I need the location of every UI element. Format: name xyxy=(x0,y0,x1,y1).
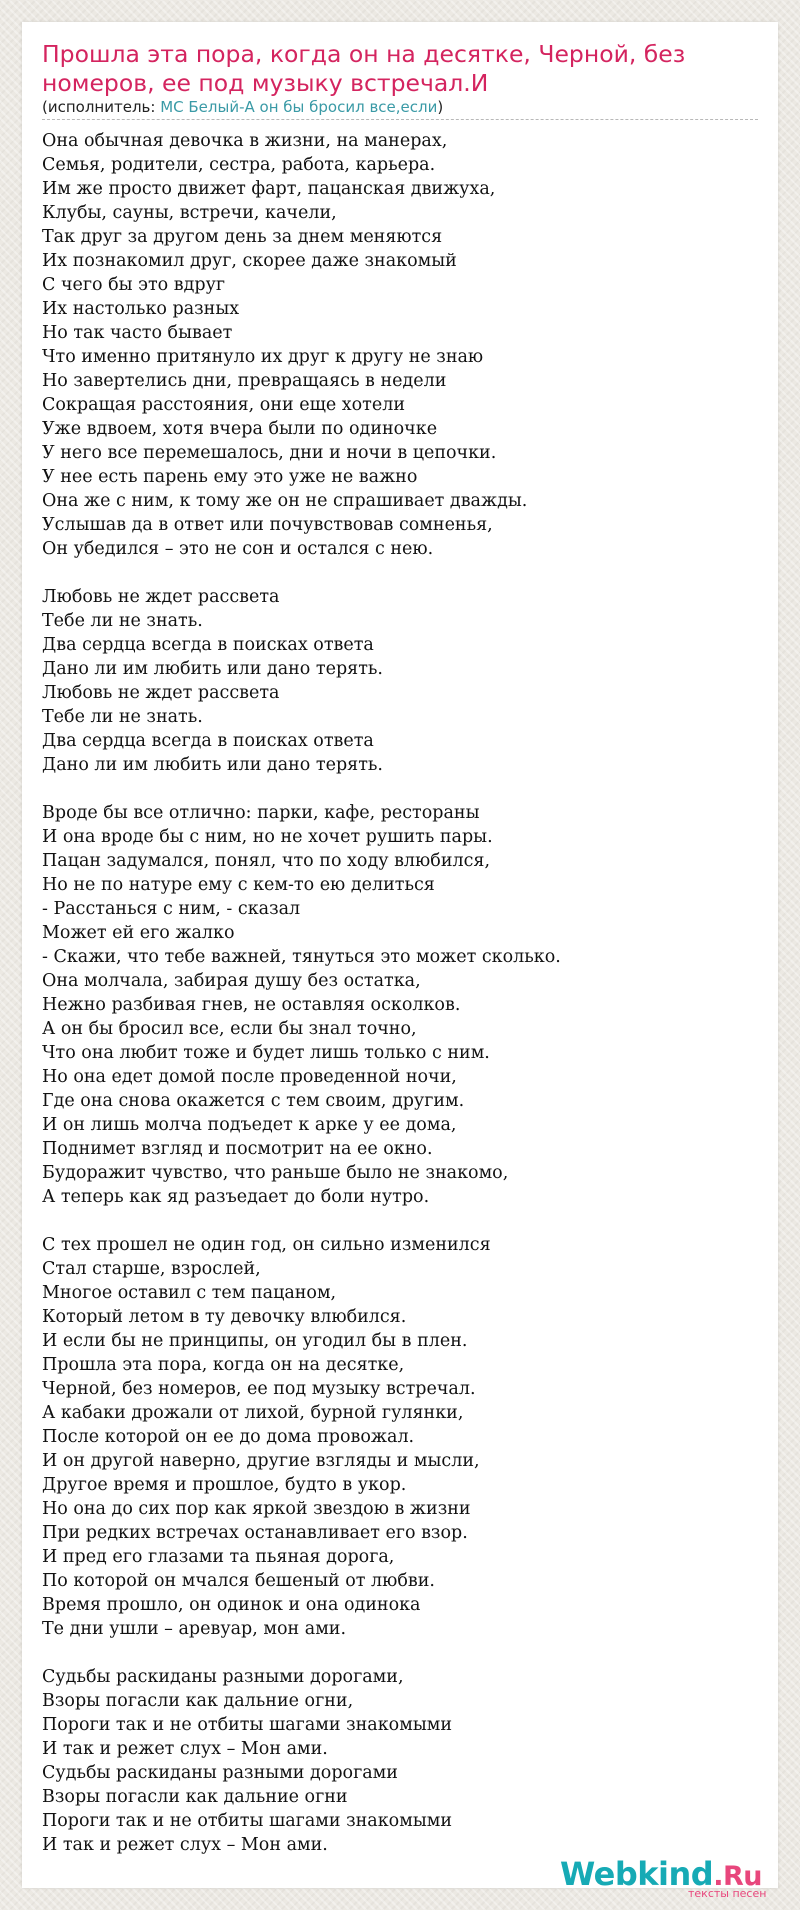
lyrics-line: Взоры погасли как дальние огни, xyxy=(42,1691,354,1711)
lyrics-line: У него все перемешалось, дни и ночи в цепочки. xyxy=(42,443,497,463)
lyrics-line: Но завертелись дни, превращаясь в недели xyxy=(42,371,447,391)
lyrics-line: Который летом в ту девочку влюбился. xyxy=(42,1307,407,1327)
lyrics-line: Нежно разбивая гнев, не оставляя осколков. xyxy=(42,995,461,1015)
lyrics-line: Она же с ним, к тому же он не спрашивает дважды. xyxy=(42,491,528,511)
lyrics-line: При редких встречах останавливает его взор. xyxy=(42,1523,468,1543)
lyrics-line: Их настолько разных xyxy=(42,299,240,319)
lyrics-line: Клубы, сауны, встречи, качели, xyxy=(42,203,337,223)
lyrics-stanza xyxy=(42,1233,762,1641)
lyrics-line: Что именно притянуло их друг к другу не знаю xyxy=(42,347,484,367)
lyrics-stanza xyxy=(42,129,762,561)
lyrics-line: Пороги так и не отбиты шагами знакомыми xyxy=(42,1811,453,1831)
logo-main-text: Webkind xyxy=(560,1855,714,1893)
lyrics-line: И она вроде бы с ним, но не хочет рушить пары. xyxy=(42,827,493,847)
performer-suffix: ) xyxy=(437,98,444,116)
lyrics-line: Их познакомил друг, скорее даже знакомый xyxy=(42,251,457,271)
content-card xyxy=(22,22,778,1888)
lyrics-line: Другое время и прошлое, будто в укор. xyxy=(42,1475,407,1495)
lyrics-line: Взоры погасли как дальние огни xyxy=(42,1787,348,1807)
lyrics-line: Судьбы раскиданы разными дорогами xyxy=(42,1763,398,1783)
lyrics-line: Многое оставил с тем пацаном, xyxy=(42,1283,337,1303)
lyrics-line: И он лишь молча подъедет к арке у ее дома, xyxy=(42,1115,457,1135)
lyrics-line: Уже вдвоем, хотя вчера были по одиночке xyxy=(42,419,438,439)
lyrics-line: Но она едет домой после проведенной ночи, xyxy=(42,1067,457,1087)
lyrics-line: Дано ли им любить или дано терять. xyxy=(42,659,383,679)
performer-link[interactable]: MC Белый-А он бы бросил все,если xyxy=(160,98,438,116)
lyrics-line: А он бы бросил все, если бы знал точно, xyxy=(42,1019,417,1039)
lyrics-line: А кабаки дрожали от лихой, бурной гулянки, xyxy=(42,1403,464,1423)
lyrics-line: И если бы не принципы, он угодил бы в плен. xyxy=(42,1331,468,1351)
title-divider xyxy=(42,119,758,120)
site-logo[interactable] xyxy=(560,1856,780,1906)
lyrics-line: Любовь не ждет рассвета xyxy=(42,683,280,703)
lyrics-line: Она обычная девочка в жизни, на манерах, xyxy=(42,131,448,151)
lyrics-line: А теперь как яд разъедает до боли нутро. xyxy=(42,1187,430,1207)
lyrics-line: После которой он ее до дома провожал. xyxy=(42,1427,415,1447)
lyrics-line: И он другой наверно, другие взгляды и мысли, xyxy=(42,1451,480,1471)
performer-prefix: (исполнитель: xyxy=(42,98,161,116)
lyrics-line: И пред его глазами та пьяная дорога, xyxy=(42,1547,395,1567)
lyrics-line: По которой он мчался бешеный от любви. xyxy=(42,1571,435,1591)
lyrics-line: Но не по натуре ему с кем-то ею делиться xyxy=(42,875,435,895)
lyrics-line: Но она до сих пор как яркой звездою в жизни xyxy=(42,1499,471,1519)
lyrics-line: Пороги так и не отбиты шагами знакомыми xyxy=(42,1715,453,1735)
lyrics-stanza xyxy=(42,1665,762,1857)
lyrics-line: Так друг за другом день за днем меняются xyxy=(42,227,443,247)
lyrics-line: Сокращая расстояния, они еще хотели xyxy=(42,395,405,415)
lyrics-line: Им же просто движет фарт, пацанская движуха, xyxy=(42,179,496,199)
lyrics-line: У нее есть парень ему это уже не важно xyxy=(42,467,418,487)
lyrics-stanza xyxy=(42,585,762,777)
lyrics-line: Стал старше, взрослей, xyxy=(42,1259,261,1279)
lyrics-line: И так и режет слух – Мон ами. xyxy=(42,1835,328,1855)
lyrics-line: Где она снова окажется с тем своим, другим. xyxy=(42,1091,465,1111)
lyrics-line: Но так часто бывает xyxy=(42,323,233,343)
lyrics-line: С тех прошел не один год, он сильно изменился xyxy=(42,1235,491,1255)
lyrics-line: Те дни ушли – аревуар, мон ами. xyxy=(42,1619,347,1639)
lyrics-line: Судьбы раскиданы разными дорогами, xyxy=(42,1667,404,1687)
logo-tagline: тексты песен xyxy=(688,1887,767,1900)
lyrics-line: Любовь не ждет рассвета xyxy=(42,587,280,607)
lyrics-line: Вроде бы все отлично: парки, кафе, рестораны xyxy=(42,803,480,823)
lyrics-text xyxy=(42,129,762,1881)
lyrics-line: Услышав да в ответ или почувствовав сомненья, xyxy=(42,515,493,535)
lyrics-line: - Расстанься с ним, - сказал xyxy=(42,899,301,919)
lyrics-line: Семья, родители, сестра, работа, карьера. xyxy=(42,155,436,175)
lyrics-line: Тебе ли не знать. xyxy=(42,707,203,727)
lyrics-line: Пацан задумался, понял, что по ходу влюбился, xyxy=(42,851,491,871)
page-title: Прошла эта пора, когда он на десятке, Черной, без номеров, ее под музыку встречал.И xyxy=(42,40,686,97)
lyrics-line: Время прошло, он одинок и она одинока xyxy=(42,1595,421,1615)
lyrics-line: Он убедился – это не сон и остался с нею. xyxy=(42,539,434,559)
lyrics-line: Прошла эта пора, когда он на десятке, xyxy=(42,1355,405,1375)
performer-line xyxy=(42,98,782,116)
lyrics-line: Будоражит чувство, что раньше было не знакомо, xyxy=(42,1163,509,1183)
lyrics-line: Черной, без номеров, ее под музыку встречал. xyxy=(42,1379,476,1399)
lyrics-line: Два сердца всегда в поисках ответа xyxy=(42,635,374,655)
lyrics-line: Два сердца всегда в поисках ответа xyxy=(42,731,374,751)
lyrics-line: - Скажи, что тебе важней, тянуться это может сколько. xyxy=(42,947,561,967)
lyrics-line: Что она любит тоже и будет лишь только с ним. xyxy=(42,1043,490,1063)
lyrics-stanza xyxy=(42,801,762,1209)
lyrics-line: Она молчала, забирая душу без остатка, xyxy=(42,971,421,991)
lyrics-line: Поднимет взгляд и посмотрит на ее окно. xyxy=(42,1139,433,1159)
lyrics-line: И так и режет слух – Мон ами. xyxy=(42,1739,328,1759)
lyrics-line: С чего бы это вдруг xyxy=(42,275,226,295)
lyrics-line: Тебе ли не знать. xyxy=(42,611,203,631)
lyrics-line: Может ей его жалко xyxy=(42,923,235,943)
logo-tld: .Ru xyxy=(713,1861,762,1892)
lyrics-line: Дано ли им любить или дано терять. xyxy=(42,755,383,775)
